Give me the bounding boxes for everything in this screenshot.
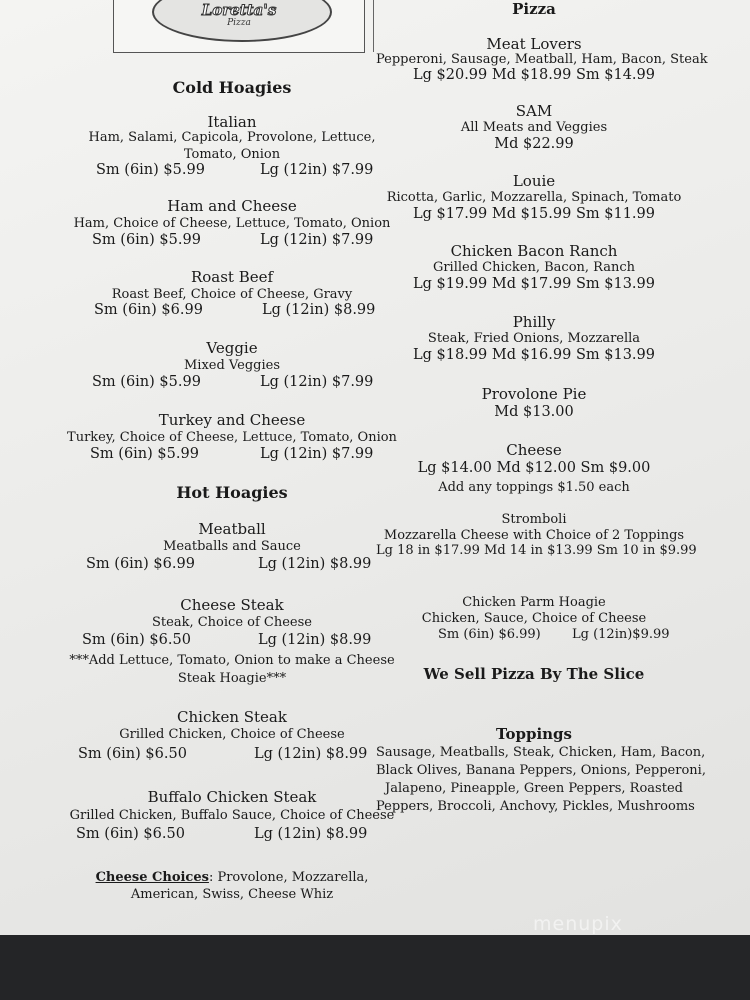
item-desc: Roast Beef, Choice of Cheese, Gravy	[111, 287, 353, 302]
item-desc: Meatballs and Sauce	[163, 539, 301, 554]
price-large: Lg (12in) $8.99	[254, 826, 368, 842]
price-small: Sm (6in) $6.50	[76, 826, 185, 842]
item-name: Meatball	[198, 520, 266, 538]
toppings-heading: Toppings	[496, 725, 572, 743]
item-name: Chicken Steak	[177, 708, 287, 726]
cold-hoagies-heading: Cold Hoagies	[172, 78, 292, 97]
price-large: Lg (12in) $8.99	[258, 632, 372, 648]
pizza-name: Louie	[512, 172, 556, 190]
cheese-choices-label: Cheese Choices	[95, 870, 209, 885]
cheese-steak-note: Steak Hoagie***	[177, 671, 287, 686]
pizza-prices: Md $22.99	[494, 136, 574, 152]
logo-divider	[373, 0, 374, 52]
price-small: Sm (6in) $5.99	[96, 162, 205, 178]
item-desc: Tomato, Onion	[183, 147, 281, 162]
item-desc: Ham, Choice of Cheese, Lettuce, Tomato, Onion	[73, 216, 391, 231]
item-desc: Ham, Salami, Capicola, Provolone, Lettuce,	[88, 130, 376, 145]
price-large: Lg (12in)$9.99	[572, 627, 670, 642]
price-small: Sm (6in) $6.99	[94, 302, 203, 318]
chicken-parm-name: Chicken Parm Hoagie	[462, 595, 606, 610]
pizza-name: Philly	[512, 313, 556, 331]
price-small: Sm (6in) $5.99	[90, 446, 199, 462]
pizza-name: Chicken Bacon Ranch	[450, 242, 618, 260]
table-surface	[0, 935, 750, 1000]
pizza-prices: Lg $14.00 Md $12.00 Sm $9.00	[417, 460, 651, 476]
price-small: Sm (6in) $5.99	[92, 232, 201, 248]
slice-heading: We Sell Pizza By The Slice	[423, 665, 645, 683]
hot-hoagies-heading: Hot Hoagies	[176, 483, 288, 502]
pizza-prices: Lg $17.99 Md $15.99 Sm $11.99	[413, 206, 655, 222]
item-name: Veggie	[206, 339, 258, 357]
item-name: Ham and Cheese	[167, 197, 297, 215]
pizza-name: SAM	[515, 102, 553, 120]
logo	[113, 0, 365, 53]
logo-sub: Pizza	[227, 18, 251, 28]
cheese-choices-text: American, Swiss, Cheese Whiz	[130, 887, 334, 902]
price-small: Sm (6in) $6.50	[82, 632, 191, 648]
stromboli-desc: Mozzarella Cheese with Choice of 2 Toppings	[383, 528, 685, 543]
price-small: Sm (6in) $6.50	[78, 746, 187, 762]
price-large: Lg (12in) $8.99	[258, 556, 372, 572]
price-large: Lg (12in) $7.99	[260, 162, 374, 178]
pizza-desc: All Meats and Veggies	[460, 120, 608, 135]
item-desc: Turkey, Choice of Cheese, Lettuce, Tomato, Onion	[67, 430, 397, 445]
price-small: Sm (6in) $5.99	[92, 374, 201, 390]
cheese-choices	[62, 870, 402, 885]
stromboli-prices: Lg 18 in $17.99 Md 14 in $13.99 Sm 10 in $9.99	[376, 543, 697, 558]
item-name: Cheese Steak	[180, 596, 284, 614]
toppings-list-line: Black Olives, Banana Peppers, Onions, Pepperoni,	[376, 763, 706, 778]
toppings-note: Add any toppings $1.50 each	[438, 480, 630, 495]
price-large: Lg (12in) $7.99	[260, 446, 374, 462]
pizza-name: Cheese	[506, 441, 562, 459]
price-large: Lg (12in) $7.99	[260, 232, 374, 248]
item-name: Buffalo Chicken Steak	[147, 788, 317, 806]
item-name: Roast Beef	[190, 268, 274, 286]
toppings-list-line: Peppers, Broccoli, Anchovy, Pickles, Mushrooms	[376, 799, 695, 814]
logo-name: Loretta's	[201, 1, 277, 19]
price-small: Sm (6in) $6.99)	[438, 627, 541, 642]
item-name: Turkey and Cheese	[158, 411, 306, 429]
chicken-parm-desc: Chicken, Sauce, Choice of Cheese	[421, 611, 647, 626]
cheese-steak-note: ***Add Lettuce, Tomato, Onion to make a Cheese	[69, 653, 395, 668]
toppings-list-line: Jalapeno, Pineapple, Green Peppers, Roasted	[385, 781, 683, 796]
item-desc: Grilled Chicken, Choice of Cheese	[119, 727, 345, 742]
cheese-choices-text: : Provolone, Mozzarella,	[208, 870, 369, 885]
pizza-desc: Steak, Fried Onions, Mozzarella	[427, 331, 641, 346]
price-large: Lg (12in) $8.99	[262, 302, 376, 318]
item-name: Italian	[207, 113, 257, 131]
pizza-prices: Md $13.00	[494, 404, 574, 420]
toppings-list-line: Sausage, Meatballs, Steak, Chicken, Ham, Bacon,	[376, 745, 706, 760]
item-desc: Mixed Veggies	[183, 358, 280, 373]
price-small: Sm (6in) $6.99	[86, 556, 195, 572]
price-large: Lg (12in) $7.99	[260, 374, 374, 390]
item-desc: Grilled Chicken, Buffalo Sauce, Choice of Cheese	[69, 808, 395, 823]
pizza-heading: Pizza	[512, 0, 556, 18]
pizza-prices: Lg $20.99 Md $18.99 Sm $14.99	[413, 67, 655, 83]
pizza-name: Meat Lovers	[486, 35, 582, 53]
pizza-desc: Ricotta, Garlic, Mozzarella, Spinach, Tomato	[386, 190, 682, 205]
pizza-prices: Lg $19.99 Md $17.99 Sm $13.99	[413, 276, 655, 292]
pizza-desc: Pepperoni, Sausage, Meatball, Ham, Bacon, Steak	[376, 52, 708, 67]
pizza-desc: Grilled Chicken, Bacon, Ranch	[432, 260, 636, 275]
pizza-name: Provolone Pie	[481, 385, 587, 403]
item-desc: Steak, Choice of Cheese	[152, 615, 312, 630]
pizza-prices: Lg $18.99 Md $16.99 Sm $13.99	[413, 347, 655, 363]
stromboli-name: Stromboli	[501, 512, 567, 527]
watermark: menupix	[533, 913, 623, 935]
price-large: Lg (12in) $8.99	[254, 746, 368, 762]
